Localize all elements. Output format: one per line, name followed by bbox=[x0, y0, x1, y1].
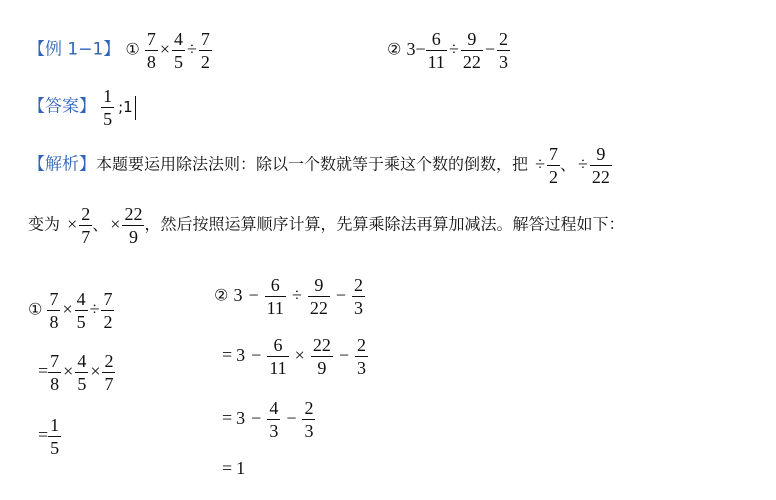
analysis-prefix-2: 变为 bbox=[28, 214, 61, 234]
analysis-line-2 bbox=[28, 203, 624, 248]
answer-tag: 【答案】 bbox=[28, 96, 96, 117]
analysis-expression-2: × $\frac{2}{7}$ 、 × $\frac{22}{9}$ bbox=[67, 204, 143, 247]
solution-1-row-3: = $\frac{1}{5}$ bbox=[38, 415, 60, 458]
example-tag: 【例 1−1】 bbox=[28, 39, 121, 60]
solution-1-row-2: = $\frac{7}{8}$ × $\frac{4}{5}$ × $\frac{2}{7}$ bbox=[38, 351, 114, 394]
problem-2-expression: 3− $\frac{6}{11}$ ÷ $\frac{9}{22}$ − $\frac{2}{3}$ bbox=[406, 29, 508, 72]
solution-2-row-3: = 3 − $\frac{4}{3}$ − $\frac{2}{3}$ bbox=[222, 398, 314, 441]
problem-1-expression: $\frac{7}{8}$ × $\frac{4}{5}$ ÷ $\frac{7}{2}$ bbox=[146, 29, 210, 72]
analysis-line-1 bbox=[28, 143, 612, 188]
problem-2 bbox=[387, 28, 510, 73]
analysis-text-1: 本题要运用除法法则：除以一个数就等于乘这个数的倒数，把 bbox=[96, 154, 529, 174]
analysis-expression-1: ÷ $\frac{7}{2}$ 、 ÷ $\frac{9}{22}$ bbox=[535, 144, 610, 187]
solution-2-row-2: = 3 − $\frac{6}{11}$ × $\frac{22}{9}$ − $\frac{2}{3}$ bbox=[222, 335, 366, 378]
example-line bbox=[28, 28, 212, 73]
answer-values: $\frac{1}{5}$ ;1 bbox=[101, 96, 136, 116]
solution-2-row-4: = 1 bbox=[222, 458, 246, 478]
solution-1-number: ① bbox=[28, 299, 43, 319]
answer-line bbox=[28, 85, 136, 130]
solution-2-number: ② bbox=[214, 285, 229, 305]
analysis-text-2: ，然后按照运算顺序计算，先算乘除法再算加减法。解答过程如下： bbox=[144, 214, 625, 234]
text-cursor bbox=[135, 96, 136, 120]
analysis-tag: 【解析】 bbox=[28, 154, 96, 175]
problem-2-number: ② bbox=[387, 39, 402, 59]
problem-1-number: ① bbox=[125, 39, 140, 59]
solution-2-row-1: ② 3 − $\frac{6}{11}$ ÷ $\frac{9}{22}$ − $\frac{2}{3}$ bbox=[214, 275, 363, 318]
solution-1-row-1: ① $\frac{7}{8}$ × $\frac{4}{5}$ ÷ $\frac{7}{2}$ bbox=[28, 289, 113, 332]
